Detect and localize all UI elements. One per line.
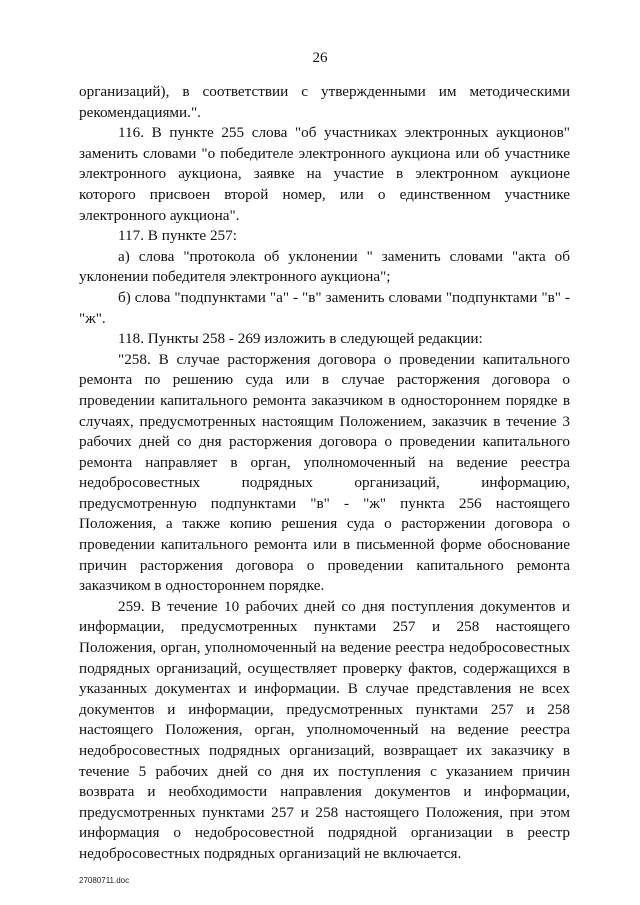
- paragraph-item-116: 116. В пункте 255 слова "об участниках электронных аукционов" заменить словами "о победителе электронного аукциона или об участнике электронного аукциона, заявке на участие в электронном аукционе которого присвоен второй номер, или о единственном участнике электронного аукциона".: [79, 124, 570, 224]
- paragraph-continuation: организаций), в соответствии с утвержденными им методическими рекомендациями.".: [79, 83, 570, 121]
- paragraph-item-118: 118. Пункты 258 - 269 изложить в следующей редакции:: [118, 330, 483, 348]
- paragraph-subitem-a: а) слова "протокола об уклонении " заменить словами "акта об уклонении победителя электронного аукциона";: [79, 247, 570, 286]
- document-body: [79, 82, 570, 865]
- footer-filename: 27080711.doc: [79, 876, 130, 885]
- paragraph-item-117: 117. В пункте 257:: [118, 227, 237, 245]
- page-number: 26: [312, 50, 328, 66]
- paragraph-subitem-b: б) слова "подпунктами "а" - "в" заменить словами "подпунктами "в" - "ж".: [79, 288, 570, 327]
- paragraph-clause-258: "258. В случае расторжения договора о проведении капитального ремонта по решению суда или в случае расторжения договора о проведении капитального ремонта заказчиком в одностороннем порядке в случаях, предусмотренных настоящим Положением, заказчик в течение 3 рабочих дней со дня расторжения договора о проведении капитального ремонта направляет в орган, уполномоченный на ведение реестра недобросовестных подрядных организаций, информацию, предусмотренную подпунктами "в" - "ж" пункта 256 настоящего Положения, а также копию решения суда о расторжении договора о проведении капитального ремонта или в письменной форме обоснование причин расторжения договора о проведении капитального ремонта заказчиком в одностороннем порядке.: [79, 350, 570, 595]
- paragraph-clause-259: 259. В течение 10 рабочих дней со дня поступления документов и информации, предусмотренных пунктами 257 и 258 настоящего Положения, орган, уполномоченный на ведение реестра недобросовестных подрядных организаций, осуществляет проверку фактов, содержащихся в указанных документах и информации. В случае представления не всех документов и информации, предусмотренных пунктами 257 и 258 настоящего Положения, орган, уполномоченный на ведение реестра недобросовестных подрядных организаций, возвращает их заказчику в течение 5 рабочих дней со дня их поступления с указанием причин возврата и необходимости направления документов и информации, предусмотренных пунктами 257 и 258 настоящего Положения, при этом информация о недобросовестной подрядной организации в реестр недобросовестных подрядных организаций не включается.: [79, 597, 570, 862]
